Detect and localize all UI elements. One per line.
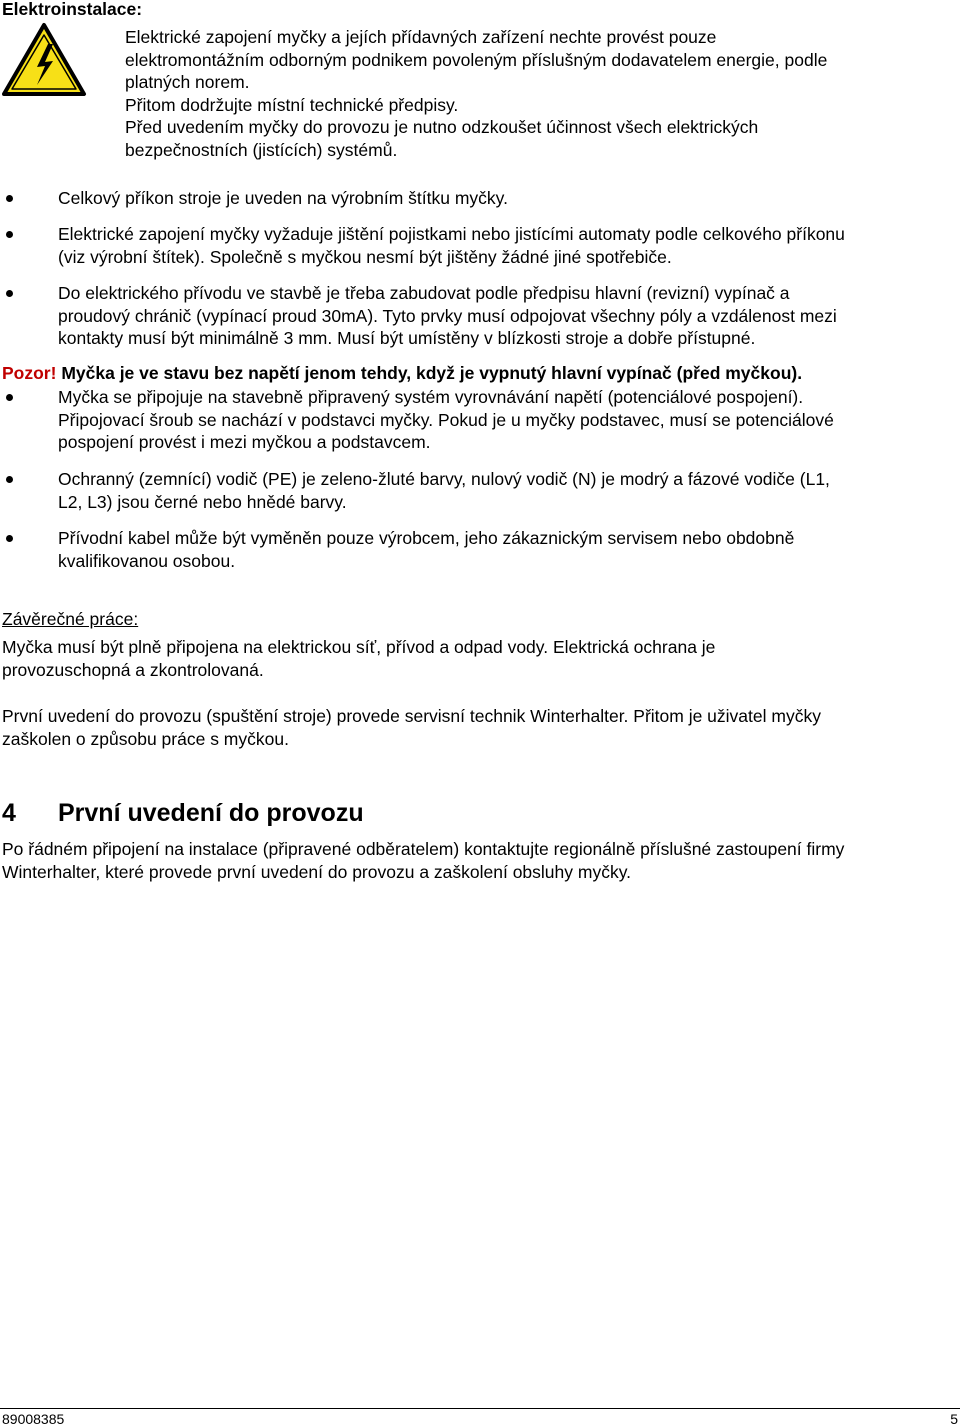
section-title (2, 796, 364, 830)
bullet-dot-icon (6, 476, 13, 483)
section-paragraph (2, 838, 958, 883)
bullet-line: (viz výrobní štítek). Společně s myčkou nesmí být jištěny žádné jiné spotřebiče. (58, 246, 672, 267)
section-heading-electrical: Elektroinstalace: (2, 0, 143, 19)
bullet-line: Myčka se připojuje na stavebně připravený systém vyrovnávání napětí (potenciálové pospojení). (58, 387, 804, 407)
bullet-dot-icon (6, 290, 13, 297)
warning-text: Myčka je ve stavu bez napětí jenom tehdy, když je vypnutý hlavní vypínač (před myčkou). (61, 363, 803, 383)
final-works-heading: Závěrečné práce: (2, 609, 139, 629)
intro-line: Elektrické zapojení myčky a jejích přídavných zařízení nechte provést pouze (125, 27, 717, 47)
bullet-line: kontakty musí být minimálně 3 mm. Musí být umístěny v blízkosti stroje a dobře přístupné. (58, 328, 756, 349)
bullet-dot-icon (6, 394, 13, 401)
bullet-line: Přívodní kabel může být vyměněn pouze výrobcem, jeho zákaznickým servisem nebo obdobně (58, 528, 795, 548)
bullet-line: Do elektrického přívodu ve stavbě je třeba zabudovat podle předpisu hlavní (revizní) vypínač a (58, 283, 790, 303)
bullet-line: Elektrické zapojení myčky vyžaduje jištění pojistkami nebo jistícími automaty podle celkového příkonu (58, 224, 845, 244)
bullet-line: kvalifikovanou osobou. (58, 550, 236, 571)
bullet-line: Připojovací šroub se nachází v podstavci myčky. Pokud je u myčky podstavec, musí se potenciálové (58, 409, 834, 430)
warning-note (2, 362, 802, 384)
intro-paragraph (125, 26, 945, 162)
bullet-dot-icon (6, 195, 13, 202)
bullet-line: Ochranný (zemnící) vodič (PE) je zeleno-žluté barvy, nulový vodič (N) je modrý a fázové vodiče (L1, (58, 469, 830, 489)
warning-label: Pozor! (2, 363, 57, 383)
bullet-line: pospojení provést i mezi myčkou a podstavcem. (58, 432, 431, 453)
paragraph-line: Myčka musí být plně připojena na elektrickou síť, přívod a odpad vody. Elektrická ochrana je (2, 637, 716, 657)
page-number: 5 (950, 1411, 958, 1427)
paragraph-line: provozuschopná a zkontrolovaná. (2, 659, 264, 680)
paragraph-line: Po řádném připojení na instalace (připravené odběratelem) kontaktujte regionálně příslušné zastoupení firmy (2, 839, 845, 859)
intro-line: Před uvedením myčky do provozu je nutno odzkoušet účinnost všech elektrických (125, 117, 759, 138)
final-paragraph-1 (2, 636, 958, 681)
intro-line: platných norem. (125, 72, 250, 93)
bullet-line: Celkový příkon stroje je uveden na výrobním štítku myčky. (58, 188, 508, 208)
section-title-text: První uvedení do provozu (58, 799, 364, 827)
high-voltage-warning-icon (1, 22, 87, 98)
bullet-dot-icon (6, 535, 13, 542)
footer-divider (0, 1408, 960, 1409)
intro-line: Přitom dodržujte místní technické předpisy. (125, 94, 459, 115)
intro-line: elektromontážním odborným podnikem povoleným příslušným dodavatelem energie, podle (125, 49, 828, 70)
bullet-dot-icon (6, 231, 13, 238)
bullet-line: proudový chránič (vypínací proud 30mA). Tyto prvky musí odpojovat všechny póly a vzdálenost mezi (58, 305, 837, 326)
final-paragraph-2 (2, 705, 958, 750)
paragraph-line: zaškolen o způsobu práce s myčkou. (2, 728, 289, 749)
paragraph-line: Winterhalter, které provede první uvedení do provozu a zaškolení obsluhy myčky. (2, 861, 632, 882)
intro-line: bezpečnostních (jistících) systémů. (125, 139, 398, 160)
paragraph-line: První uvedení do provozu (spuštění stroje) provede servisní technik Winterhalter. Přitom je uživatel myčky (2, 706, 821, 726)
document-number: 89008385 (2, 1411, 65, 1427)
bullet-line: L2, L3) jsou černé nebo hnědé barvy. (58, 491, 347, 512)
section-number: 4 (2, 799, 16, 827)
